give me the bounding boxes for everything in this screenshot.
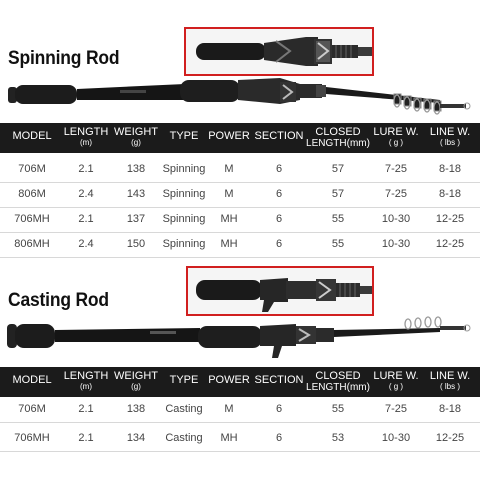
cell-line-weight: 12-25 xyxy=(435,432,465,444)
casting-table-header xyxy=(0,367,480,397)
header-weight: WEIGHT (g) xyxy=(114,126,158,147)
header-power: POWER xyxy=(208,374,250,386)
cell-length: 2.1 xyxy=(78,432,94,444)
header-power: POWER xyxy=(208,130,250,142)
header-model: MODEL xyxy=(12,130,52,142)
header-model: MODEL xyxy=(12,374,52,386)
header-lure-weight: LURE W. ( g ) xyxy=(373,370,419,391)
reel-seat-closeup-image xyxy=(186,29,372,74)
header-section: SECTION xyxy=(254,374,304,386)
cell-closed-length: 53 xyxy=(331,432,345,444)
cell-power: M xyxy=(224,188,234,200)
table-row xyxy=(0,207,480,233)
cell-section: 6 xyxy=(275,163,283,175)
cell-model: 706MH xyxy=(14,432,50,444)
cell-weight: 134 xyxy=(126,432,146,444)
cell-line-weight: 8-18 xyxy=(438,188,462,200)
cell-weight: 138 xyxy=(126,403,146,415)
cell-lure-weight: 10-30 xyxy=(381,432,411,444)
cell-closed-length: 55 xyxy=(331,238,345,250)
cell-weight: 137 xyxy=(126,213,146,225)
cell-line-weight: 12-25 xyxy=(435,238,465,250)
cell-lure-weight: 10-30 xyxy=(381,213,411,225)
cell-section: 6 xyxy=(275,432,283,444)
cell-power: MH xyxy=(220,213,238,225)
cell-line-weight: 8-18 xyxy=(438,163,462,175)
cell-type: Casting xyxy=(165,403,203,415)
cell-type: Spinning xyxy=(162,163,206,175)
cell-type: Spinning xyxy=(162,188,206,200)
table-row xyxy=(0,157,480,183)
table-row xyxy=(0,232,480,258)
cell-line-weight: 12-25 xyxy=(435,213,465,225)
cell-section: 6 xyxy=(275,238,283,250)
cell-model: 706M xyxy=(18,163,46,175)
cell-length: 2.1 xyxy=(78,163,94,175)
spinning-rod-title: Spinning Rod xyxy=(8,48,120,69)
spinning-reel-seat-closeup xyxy=(184,27,374,76)
cell-power: MH xyxy=(220,432,238,444)
header-weight: WEIGHT (g) xyxy=(114,370,158,391)
table-row xyxy=(0,182,480,208)
cell-lure-weight: 7-25 xyxy=(384,188,408,200)
casting-reel-seat-closeup xyxy=(186,266,374,316)
cell-lure-weight: 7-25 xyxy=(384,403,408,415)
cell-type: Spinning xyxy=(162,213,206,225)
header-type: TYPE xyxy=(169,130,199,142)
cell-type: Casting xyxy=(165,432,203,444)
table-row xyxy=(0,397,480,423)
cell-length: 2.4 xyxy=(78,238,94,250)
cell-section: 6 xyxy=(275,213,283,225)
cell-model: 706M xyxy=(18,403,46,415)
cell-closed-length: 55 xyxy=(331,213,345,225)
header-line-weight: LINE W. ( lbs ) xyxy=(429,126,471,147)
header-closed-length: CLOSED LENGTH(mm) xyxy=(306,370,370,393)
spinning-table-header xyxy=(0,123,480,153)
cell-length: 2.4 xyxy=(78,188,94,200)
cell-closed-length: 55 xyxy=(331,403,345,415)
header-lure-weight: LURE W. ( g ) xyxy=(373,126,419,147)
table-row xyxy=(0,426,480,452)
cell-lure-weight: 7-25 xyxy=(384,163,408,175)
cell-power: M xyxy=(224,163,234,175)
casting-rod-title: Casting Rod xyxy=(8,290,109,311)
cell-closed-length: 57 xyxy=(331,188,345,200)
cell-line-weight: 8-18 xyxy=(438,403,462,415)
cell-power: MH xyxy=(220,238,238,250)
cell-type: Spinning xyxy=(162,238,206,250)
cell-weight: 138 xyxy=(126,163,146,175)
cell-lure-weight: 10-30 xyxy=(381,238,411,250)
cell-power: M xyxy=(224,403,234,415)
cell-model: 806MH xyxy=(14,238,50,250)
header-length: LENGTH (m) xyxy=(63,126,109,147)
trigger-seat-closeup-image xyxy=(188,268,372,314)
cell-closed-length: 57 xyxy=(331,163,345,175)
header-line-weight: LINE W. ( lbs ) xyxy=(429,370,471,391)
header-section: SECTION xyxy=(254,130,304,142)
header-length: LENGTH (m) xyxy=(63,370,109,391)
cell-section: 6 xyxy=(275,188,283,200)
cell-weight: 150 xyxy=(126,238,146,250)
header-type: TYPE xyxy=(169,374,199,386)
cell-length: 2.1 xyxy=(78,213,94,225)
cell-section: 6 xyxy=(275,403,283,415)
cell-model: 806M xyxy=(18,188,46,200)
header-closed-length: CLOSED LENGTH(mm) xyxy=(306,126,370,149)
cell-model: 706MH xyxy=(14,213,50,225)
cell-length: 2.1 xyxy=(78,403,94,415)
cell-weight: 143 xyxy=(126,188,146,200)
